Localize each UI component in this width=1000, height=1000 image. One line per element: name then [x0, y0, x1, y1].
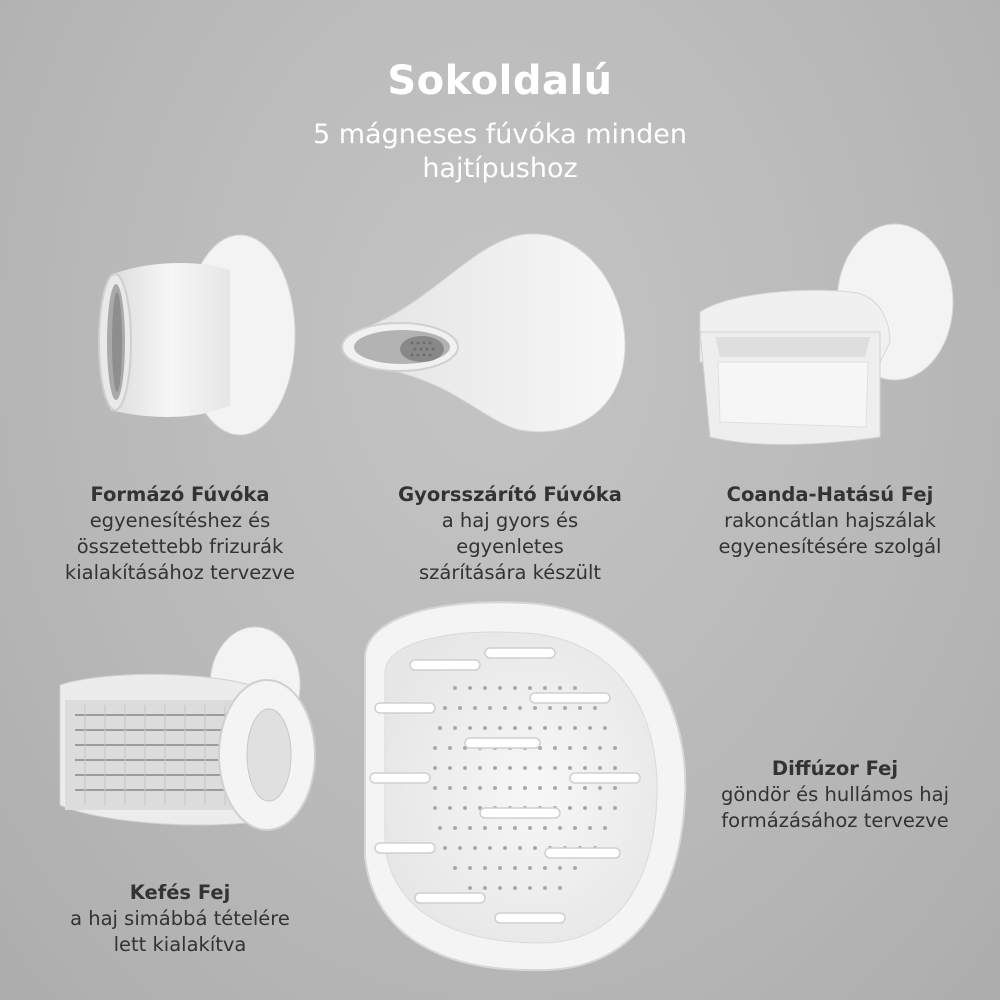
styling-nozzle-icon [90, 230, 300, 445]
caption-title: Coanda-Hatású Fej [726, 483, 934, 506]
page-title: Sokoldalú [387, 58, 613, 104]
caption-description: egyenesítéshez és összetettebb frizurák kialakításához tervezve [64, 509, 296, 584]
caption-description: göndör és hullámos haj formázásához tervezve [720, 783, 950, 832]
caption-title: Gyorsszárító Fúvóka [398, 483, 622, 506]
caption-fast-drying-nozzle [360, 482, 660, 586]
caption-coanda-head [675, 482, 985, 560]
caption-title: Kefés Fej [129, 881, 231, 904]
caption-diffuser-head [685, 756, 985, 834]
page-subtitle: 5 mágneses fúvóka minden hajtípushoz [313, 119, 687, 184]
caption-styling-nozzle [30, 482, 330, 586]
coanda-head-icon [690, 222, 960, 457]
caption-title: Formázó Fúvóka [90, 483, 270, 506]
fast-drying-nozzle-icon [340, 225, 630, 440]
caption-description: rakoncátlan hajszálak egyenesítésére szolgál [718, 509, 942, 558]
brush-head-icon [45, 620, 320, 845]
caption-title: Diffúzor Fej [771, 757, 899, 780]
diffuser-head-icon [355, 598, 695, 973]
caption-description: a haj simábbá tételére lett kialakítva [70, 907, 290, 956]
caption-description: a haj gyors és egyenletes szárítására készült [418, 509, 602, 584]
caption-brush-head [30, 880, 330, 958]
